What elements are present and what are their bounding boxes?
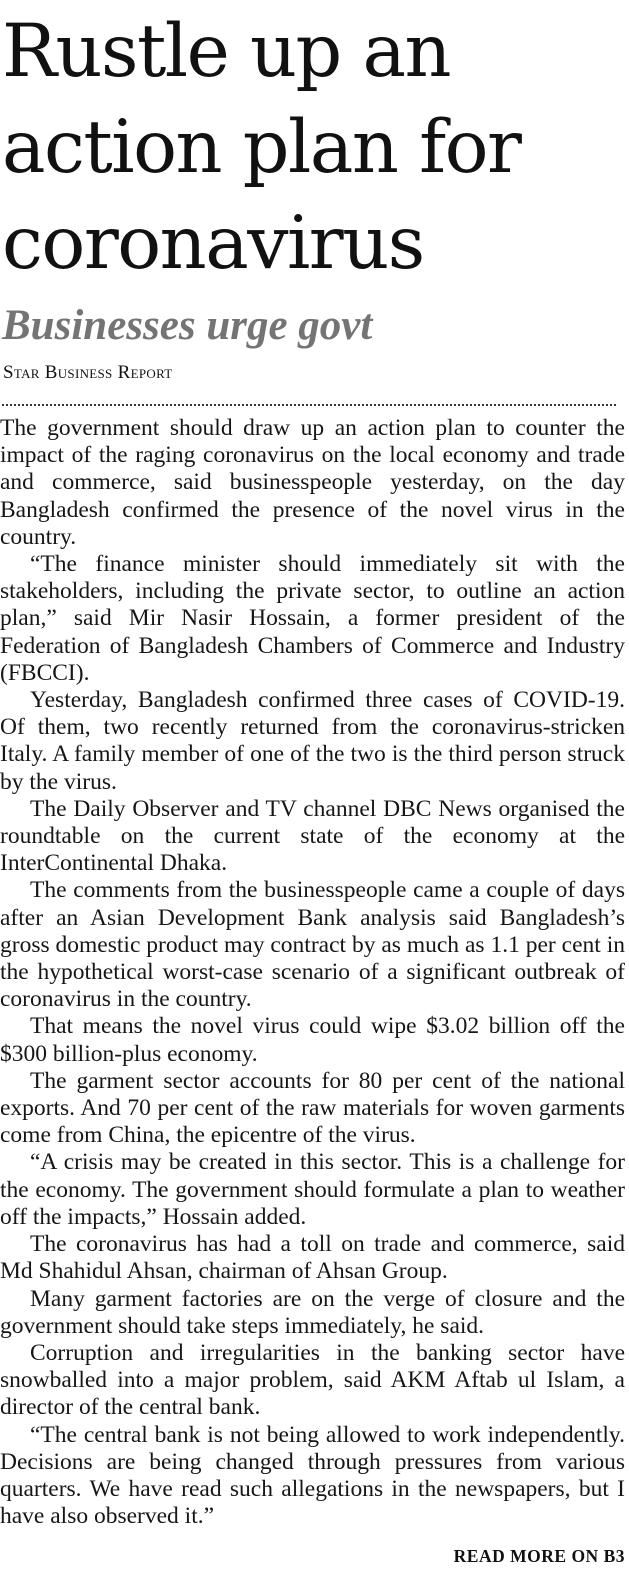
paragraph: The Daily Observer and TV channel DBC News organised the roundtable on the current state of the economy at the InterContinental Dhaka. <box>0 795 625 877</box>
paragraph: “A crisis may be created in this sector. This is a challenge for the economy. The government should formulate a plan to weather off the impacts,” Hossain added. <box>0 1149 625 1230</box>
paragraph: Corruption and irregularities in the banking sector have snowballed into a major problem, said AKM Aftab ul Islam, a director of the central bank. <box>0 1339 625 1421</box>
paragraph: Many garment factories are on the verge of closure and the government should take steps immediately, he said. <box>0 1285 625 1339</box>
subheadline: Businesses urge govt <box>2 302 373 349</box>
dotted-divider <box>2 404 616 406</box>
paragraph: The government should draw up an action plan to counter the impact of the raging coronavirus on the local economy and trade and commerce, said businesspeople yesterday, on the day Bangladesh confirmed the presence of the novel virus in the country. <box>0 415 625 550</box>
article-body <box>0 415 625 1530</box>
headline-line: coronavirus <box>2 201 424 286</box>
paragraph: “The central bank is not being allowed to work independently. Decisions are being changed through pressures from various quarters. We have read such allegations in the newspapers, but I have also observed it.” <box>0 1421 625 1530</box>
byline: Star Business Report <box>3 362 173 383</box>
paragraph: The garment sector accounts for 80 per cent of the national exports. And 70 per cent of the raw materials for woven garments come from China, the epicentre of the virus. <box>0 1067 625 1149</box>
paragraph: The comments from the businesspeople came a couple of days after an Asian Development Bank analysis said Bangladesh’s gross domestic product may contract by as much as 1.1 per cent in the hypothetical worst-case scenario of a significant outbreak of coronavirus in the country. <box>0 877 625 1013</box>
paragraph: The coronavirus has had a toll on trade and commerce, said Md Shahidul Ahsan, chairman of Ahsan Group. <box>0 1231 625 1285</box>
paragraph: “The finance minister should immediately sit with the stakeholders, including the private sector, to outline an action plan,” said Mir Nasir Hossain, a former president of the Federation of Bangladesh Chambers of Commerce and Industry (FBCCI). <box>0 551 625 686</box>
headline-line: action plan for <box>2 105 521 190</box>
paragraph: Yesterday, Bangladesh confirmed three cases of COVID-19. Of them, two recently returned from the coronavirus-stricken Italy. A family member of one of the two is the third person struck by the virus. <box>0 687 625 795</box>
headline <box>2 4 627 292</box>
headline-line: Rustle up an <box>2 9 451 94</box>
paragraph: That means the novel virus could wipe $3.02 billion off the $300 billion-plus economy. <box>0 1013 625 1067</box>
read-more-jump: READ MORE ON B3 <box>453 1546 625 1566</box>
